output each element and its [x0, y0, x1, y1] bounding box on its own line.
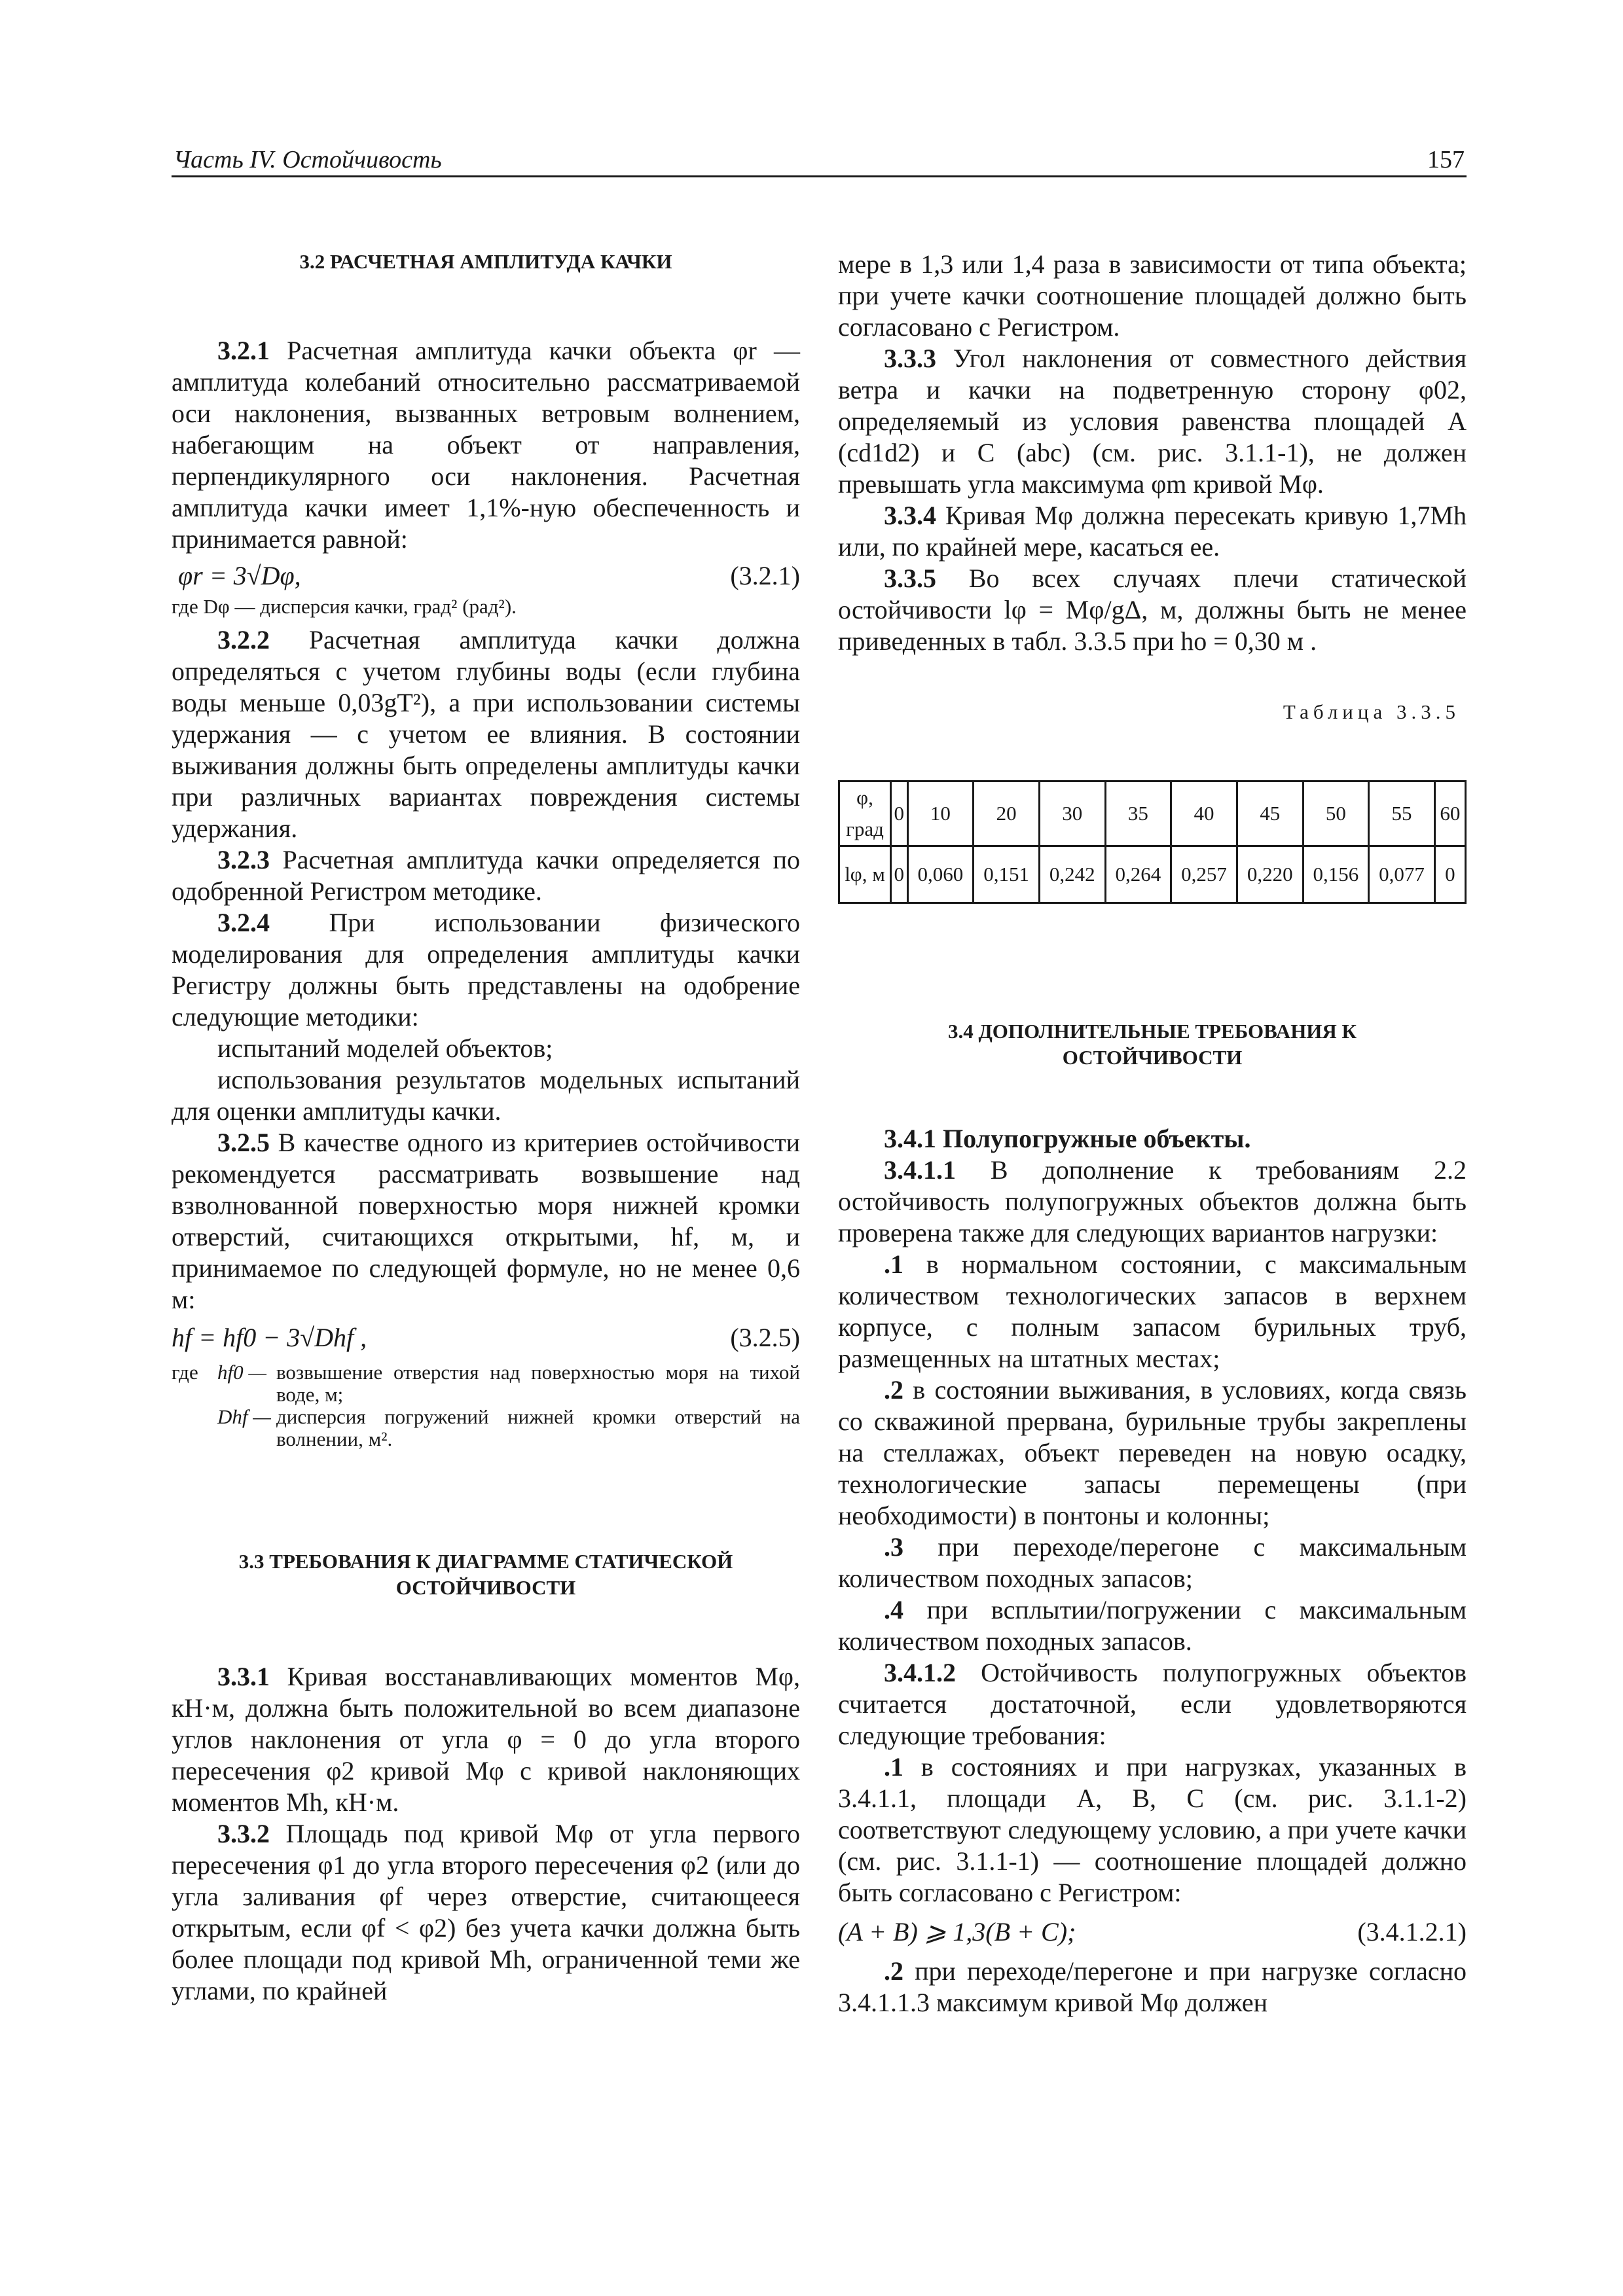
table-cell: 0: [1434, 846, 1465, 903]
section-title: Часть IV. Остойчивость: [173, 146, 442, 173]
header-rule: [172, 175, 1467, 177]
table-cell: 45: [1237, 781, 1303, 846]
paragraph-3-2-4: [172, 907, 800, 1033]
clause-number: 3.2.5: [217, 1128, 270, 1157]
list-item-2: [838, 1374, 1467, 1532]
paragraph-3-2-1: [172, 335, 800, 555]
table-cell: 50: [1303, 781, 1369, 846]
paragraph-text: Кривая Mφ должна пересекать кривую 1,7Mh или, по крайней мере, касаться ее.: [838, 501, 1467, 562]
paragraph-text: Расчетная амплитуда качки должна определяться с учетом глубины воды (если глубина воды меньше 0,03gT²), а при использовании системы удержания — с учетом ее влияния. В состоянии выживания должны быть определены амплитуды качки при различных вариантах повреждения системы удержания.: [172, 625, 800, 843]
paragraph-text: Остойчивость полупогружных объектов считается достаточной, если удовлетворяются следующие требования:: [838, 1658, 1467, 1750]
table-cell: 10: [907, 781, 974, 846]
formula-number: (3.4.1.2.1): [1357, 1917, 1467, 1946]
heading-3-4: 3.4 ДОПОЛНИТЕЛЬНЫЕ ТРЕБОВАНИЯ К ОСТОЙЧИВОСТИ: [947, 1020, 1357, 1069]
running-header: [173, 145, 1465, 178]
clause-number: 3.4.1.1: [884, 1155, 956, 1185]
paragraph-text: Кривая восстанавливающих моментов Mφ, кН·м, должна быть положительной во всем диапазоне углов наклонения от угла φ = 0 до угла второго пересечения φ2 кривой Mφ с кривой наклоняющих моментов Mh, кН·м.: [172, 1662, 801, 1817]
clause-number: 3.3.1: [217, 1662, 270, 1691]
table-cell: 0,257: [1171, 846, 1237, 903]
table-header-cell: lφ, м: [839, 846, 891, 903]
formula-legend: [172, 1361, 800, 1450]
item-number: .1: [884, 1752, 903, 1782]
table-cell: 40: [1171, 781, 1237, 846]
paragraph-text: Расчетная амплитуда качки определяется по одобренной Регистром методике.: [172, 845, 801, 906]
clause-number: 3.2.1: [217, 336, 270, 365]
list-item-4: [838, 1594, 1467, 1657]
table-cell: 0,220: [1237, 846, 1303, 903]
paragraph-list-item: использования результатов модельных испытаний для оценки амплитуды качки.: [172, 1065, 800, 1126]
list-item-3: [838, 1532, 1467, 1594]
item-number: .1: [884, 1249, 903, 1279]
formula-3-2-5: [172, 1322, 800, 1354]
table-row: [839, 846, 1466, 903]
table-cell: 0,060: [907, 846, 974, 903]
clause-number: 3.3.3: [884, 344, 936, 373]
table-cell: 0,264: [1105, 846, 1171, 903]
paragraph-text: Во всех случаях плечи статической остойчивости lφ = Mφ/gΔ, м, должны быть не менее приведенных в табл. 3.3.5 при hо = 0,30 м .: [838, 564, 1467, 656]
table-cell: 0,242: [1039, 846, 1105, 903]
paragraph-3-3-1: [172, 1661, 800, 1818]
table-cell: 0,156: [1303, 846, 1369, 903]
formula: hf = hf0 − 3√Dhf ,: [172, 1323, 367, 1352]
table-cell: 0,077: [1369, 846, 1435, 903]
table-cell: 0: [891, 846, 908, 903]
item-number: .2: [884, 1956, 903, 1986]
clause-number: 3.3.2: [217, 1819, 270, 1848]
formula-number: (3.2.5): [730, 1323, 800, 1352]
requirement-item-1: [838, 1751, 1467, 1909]
paragraph-3-2-5: [172, 1127, 800, 1316]
clause-number: 3.2.3: [217, 845, 270, 874]
item-text: в нормальном состоянии, с максимальным количеством технологических запасов в верхнем корпусе, с полным запасом бурильных труб, размещенных на штатных местах;: [838, 1249, 1467, 1373]
paragraph-text: Площадь под кривой Mφ от угла первого пересечения φ1 до угла второго пересечения φ2 (или до угла заливания φf через отверстие, считающееся открытым, если φf < φ2) без учета качки должна быть более площади под кривой Mh, ограниченной теми же углами, по крайней: [172, 1819, 801, 2005]
paragraph-3-4-1-2: [838, 1657, 1467, 1751]
table-cell: 0,151: [974, 846, 1040, 903]
legend-definition: дисперсия погружений нижней кромки отверстий на волнении, м².: [276, 1405, 800, 1450]
formula: (A + B) ⩾ 1,3(B + C);: [838, 1917, 1076, 1946]
formula-legend: где Dφ — дисперсия качки, град² (рад²).: [172, 595, 517, 618]
item-text: при переходе/перегоне и при нагрузке согласно 3.4.1.1.3 максимум кривой Mφ должен: [838, 1956, 1467, 2017]
paragraph-text: В дополнение к требованиям 2.2 остойчивость полупогружных объектов должна быть проверена также для следующих вариантов нагрузки:: [838, 1155, 1467, 1247]
paragraph-text: В качестве одного из критериев остойчивости рекомендуется рассматривать возвышение над взволнованной поверхностью моря нижней кромки отверстий, считающихся открытыми, hf, м, и принимаемое по следующей формуле, но не менее 0,6 м:: [172, 1128, 800, 1314]
clause-number: 3.2.4: [217, 908, 270, 937]
paragraph-3-4-1-1: [838, 1155, 1467, 1249]
subheading-text: 3.4.1 Полупогружные объекты.: [884, 1124, 1251, 1153]
table-cell: 35: [1105, 781, 1171, 846]
table-caption: Таблица 3.3.5: [1283, 700, 1460, 723]
table-cell: 20: [974, 781, 1040, 846]
paragraph-3-3-2-continued: мере в 1,3 или 1,4 раза в зависимости от типа объекта; при учете качки соотношение площадей должно быть согласовано с Регистром.: [838, 249, 1467, 342]
list-item-1: [838, 1249, 1467, 1374]
item-text: при всплытии/погружении с максимальным количеством походных запасов.: [838, 1595, 1467, 1656]
clause-number: 3.2.2: [217, 625, 270, 655]
item-text: при переходе/перегоне с максимальным количеством походных запасов;: [838, 1532, 1467, 1593]
formula-3-4-1-2-1: [838, 1916, 1467, 1948]
subheading-3-4-1: [838, 1123, 1467, 1155]
table-cell: 60: [1434, 781, 1465, 846]
item-number: .4: [884, 1595, 903, 1624]
paragraph-list-item: испытаний моделей объектов;: [217, 1033, 553, 1063]
item-number: .2: [884, 1375, 903, 1405]
clause-number: 3.4.1.2: [884, 1658, 956, 1687]
table-row: [839, 781, 1466, 846]
paragraph-3-3-3: [838, 343, 1467, 500]
heading-3-2: 3.2 РАСЧЕТНАЯ АМПЛИТУДА КАЧКИ: [299, 250, 672, 273]
paragraph-3-3-5: [838, 563, 1467, 657]
item-text: в состоянии выживания, в условиях, когда связь со скважиной прервана, бурильные трубы закреплены на стеллажах, объект переведен на новую осадку, технологические запасы перемещены (при необходимости) в понтоны и колонны;: [838, 1375, 1467, 1530]
table-cell: 55: [1369, 781, 1435, 846]
page-number: 157: [1427, 146, 1465, 173]
table-cell: 30: [1039, 781, 1105, 846]
paragraph-3-2-3: [172, 844, 800, 907]
legend-definition: возвышение отверстия над поверхностью моря на тихой воде, м;: [276, 1361, 800, 1406]
item-text: в состояниях и при нагрузках, указанных в 3.4.1.1, площади A, B, C (см. рис. 3.1.1-2) соответствуют следующему условию, а при учете качки (см. рис. 3.1.1-1) — соотношение площадей должно быть согласовано с Регистром:: [838, 1752, 1467, 1907]
paragraph-3-2-2: [172, 624, 800, 844]
paragraph-text: При использовании физического моделирования для определения амплитуды качки Регистру должны быть представлены на одобрение следующие методики:: [172, 908, 800, 1031]
requirement-item-2: [838, 1956, 1467, 2018]
formula-3-2-1: [172, 560, 800, 592]
legend-symbol: Dhf —: [217, 1405, 271, 1428]
paragraph-3-3-4: [838, 500, 1467, 563]
legend-symbol: hf0 —: [217, 1361, 266, 1384]
clause-number: 3.3.5: [884, 564, 936, 593]
paragraph-3-3-2: [172, 1818, 800, 2007]
clause-number: 3.3.4: [884, 501, 936, 530]
paragraph-text: Угол наклонения от совместного действия ветра и качки на подветренную сторону φ02, определяемый из условия равенства площадей A (cd1d2) и C (abc) (см. рис. 3.1.1-1), не должен превышать угла максимума φm кривой Mφ.: [838, 344, 1467, 499]
right-column: [838, 249, 1467, 2018]
table-cell: 0: [891, 781, 908, 846]
left-column: [172, 249, 800, 2007]
table-header-cell: φ, град: [839, 781, 891, 846]
stability-table: [838, 780, 1467, 904]
legend-lead: где: [172, 1361, 198, 1384]
heading-3-3: 3.3 ТРЕБОВАНИЯ К ДИАГРАММЕ СТАТИЧЕСКОЙ ОСТОЙЧИВОСТИ: [238, 1550, 733, 1599]
formula: φr = 3√Dφ,: [178, 561, 301, 590]
formula-number: (3.2.1): [730, 561, 800, 590]
paragraph-text: Расчетная амплитуда качки объекта φr — амплитуда колебаний относительно рассматриваемой оси наклонения, вызванных ветровым волнением, набегающим на объект от направления, перпендикулярного оси наклонения. Расчетная амплитуда качки имеет 1,1%-ную обеспеченность и принимается равной:: [172, 336, 800, 554]
item-number: .3: [884, 1532, 903, 1562]
